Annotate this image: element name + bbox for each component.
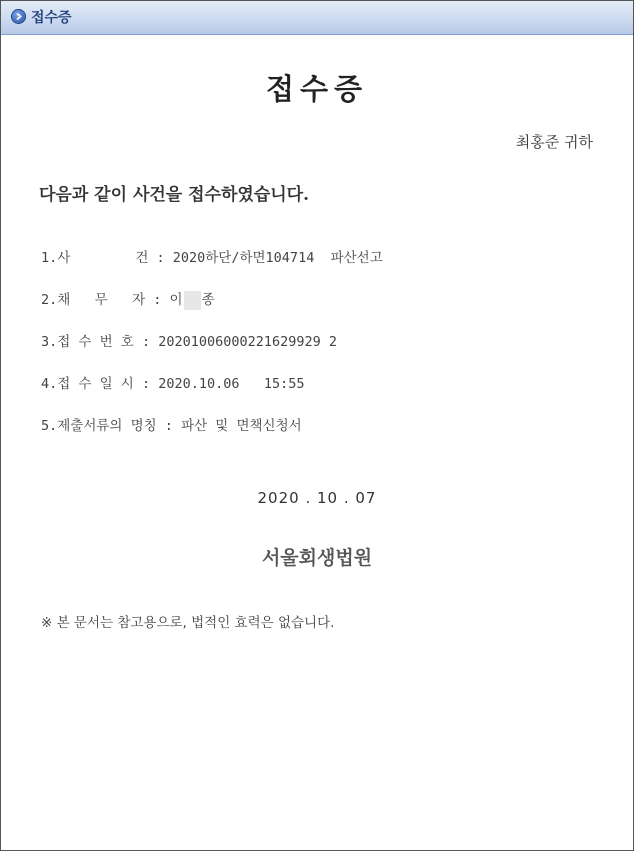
item-receipt-number: 3.접 수 번 호 : 20201006000221629929 2 [41,334,338,350]
item-receipt-datetime: 4.접 수 일 시 : 2020.10.06 15:55 [41,376,305,392]
item-label: 3.접 수 번 호 [41,334,134,350]
title-bar [1,1,633,35]
chevron-right-icon [12,10,25,23]
masked-text [184,291,201,310]
item-label: 5.제출서류의 명칭 [41,418,157,434]
item-value-suffix: 종 [201,292,215,308]
window-title: 접수증 [31,10,72,26]
document-title: 접수증 [265,72,369,106]
item-value: 20201006000221629929 2 [158,334,338,350]
court-name: 서울회생법원 [261,547,373,569]
item-label: 2.채 무 자 [41,292,146,308]
item-value: 파산 및 면책신청서 [181,418,302,434]
intro-text: 다음과 같이 사건을 접수하였습니다. [39,185,310,205]
issue-date: 2020 . 10 . 07 [257,489,377,507]
item-value: 2020하단/하면104714 파산선고 [172,250,383,266]
disclaimer-note: ※ 본 문서는 참고용으로, 법적인 효력은 없습니다. [41,615,335,631]
item-debtor: 2.채 무 자 : 이 종 [41,292,215,308]
addressee: 최홍준 귀하 [515,133,593,151]
item-value: 2020.10.06 15:55 [158,376,305,392]
item-label: 4.접 수 일 시 [41,376,134,392]
item-document-name: 5.제출서류의 명칭 : 파산 및 면책신청서 [41,418,302,434]
item-label: 1.사 건 [41,250,149,266]
item-case: 1.사 건 : 2020하단/하면104714 파산선고 [41,250,383,266]
item-value-prefix: 이 [169,292,183,308]
